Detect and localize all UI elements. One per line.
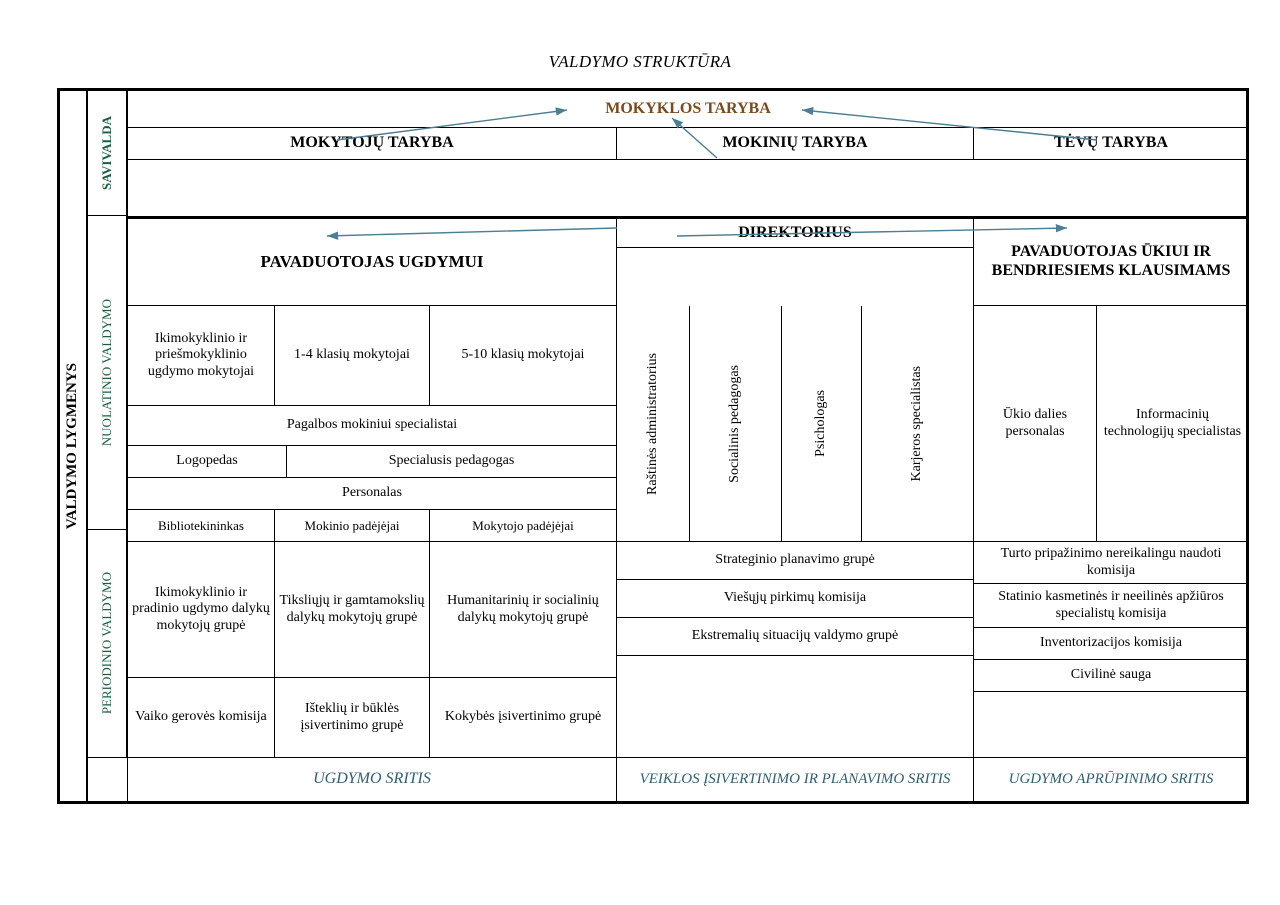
quality-evaluation-group-cell: Kokybės įsivertinimo grupė	[430, 678, 617, 758]
inventory-commission-cell: Inventorizacijos komisija	[974, 628, 1249, 660]
footer-support-area: UGDYMO APRŪPINIMO SRITIS	[974, 758, 1249, 804]
building-inspection-commission-cell: Statinio kasmetinės ir neeilinės apžiūros specialistų komisija	[974, 584, 1249, 628]
savivalda-blank-row	[127, 160, 1249, 216]
special-pedagogue-cell: Specialusis pedagogas	[287, 446, 617, 478]
director-cell: DIREKTORIUS	[617, 216, 974, 248]
group-preschool-primary-cell: Ikimokyklinio ir pradinio ugdymo dalykų mokytojų grupė	[127, 542, 275, 678]
support-specialists-cell: Pagalbos mokiniui specialistai	[127, 406, 617, 446]
group-science-cell: Tiksliųjų ir gamtamokslių dalykų mokytojų grupė	[275, 542, 430, 678]
career-specialist-cell: Karjeros specialistas	[862, 306, 974, 542]
deputy-education-cell: PAVADUOTOJAS UGDYMUI	[127, 216, 617, 306]
personnel-cell: Personalas	[127, 478, 617, 510]
right-periodic-blank-cell	[974, 692, 1249, 758]
director-blank-row	[617, 248, 974, 306]
social-pedagogue-cell: Socialinis pedagogas	[690, 306, 782, 542]
group-humanities-cell: Humanitarinių ir socialinių dalykų mokytojų grupė	[430, 542, 617, 678]
student-assistants-cell: Mokinio padėjėjai	[275, 510, 430, 542]
page-title: VALDYMO STRUKTŪRA	[548, 52, 732, 71]
teachers-5-10-cell: 5-10 klasių mokytojai	[430, 306, 617, 406]
band-label-nuolatinio: NUOLATINIO VALDYMO	[87, 216, 127, 530]
asset-writeoff-commission-cell: Turto pripažinimo nereikalingu naudoti komisija	[974, 542, 1249, 584]
parents-council-cell: TĖVŲ TARYBA	[974, 128, 1249, 160]
band-label-periodinio: PERIODINIO VALDYMO	[87, 530, 127, 758]
librarian-cell: Bibliotekininkas	[127, 510, 275, 542]
psychologist-cell: Psichologas	[782, 306, 862, 542]
teacher-assistants-cell: Mokytojo padėjėjai	[430, 510, 617, 542]
org-structure-diagram	[57, 88, 1249, 804]
teachers-preschool-cell: Ikimokyklinio ir priešmokyklinio ugdymo mokytojai	[127, 306, 275, 406]
emergency-management-group-cell: Ekstremalių situacijų valdymo grupė	[617, 618, 974, 656]
footer-education-area: UGDYMO SRITIS	[127, 758, 617, 804]
it-specialist-cell: Informacinių technologijų specialistas	[1097, 306, 1249, 542]
civil-safety-cell: Civilinė sauga	[974, 660, 1249, 692]
child-welfare-commission-cell: Vaiko gerovės komisija	[127, 678, 275, 758]
public-procurement-commission-cell: Viešųjų pirkimų komisija	[617, 580, 974, 618]
footer-evaluation-area: VEIKLOS ĮSIVERTINIMO IR PLANAVIMO SRITIS	[617, 758, 974, 804]
teachers-1-4-cell: 1-4 klasių mokytojai	[275, 306, 430, 406]
strategic-planning-group-cell: Strateginio planavimo grupė	[617, 542, 974, 580]
office-administrator-cell: Raštinės administratorius	[617, 306, 690, 542]
resources-evaluation-group-cell: Išteklių ir būklės įsivertinimo grupė	[275, 678, 430, 758]
school-council-cell: MOKYKLOS TARYBA	[127, 88, 1249, 128]
left-axis-label: VALDYMO LYGMENYS	[57, 88, 87, 804]
economy-personnel-cell: Ūkio dalies personalas	[974, 306, 1097, 542]
chart-right-border	[1246, 88, 1249, 804]
band-label-savivalda: SAVIVALDA	[87, 88, 127, 216]
teachers-council-cell: MOKYTOJŲ TARYBA	[127, 128, 617, 160]
band-label-footer-spacer	[87, 758, 127, 804]
students-council-cell: MOKINIŲ TARYBA	[617, 128, 974, 160]
logopedas-cell: Logopedas	[127, 446, 287, 478]
deputy-economy-cell: PAVADUOTOJAS ŪKIUI IR BENDRIESIEMS KLAUSIMAMS	[974, 216, 1249, 306]
center-periodic-blank-cell	[617, 656, 974, 758]
